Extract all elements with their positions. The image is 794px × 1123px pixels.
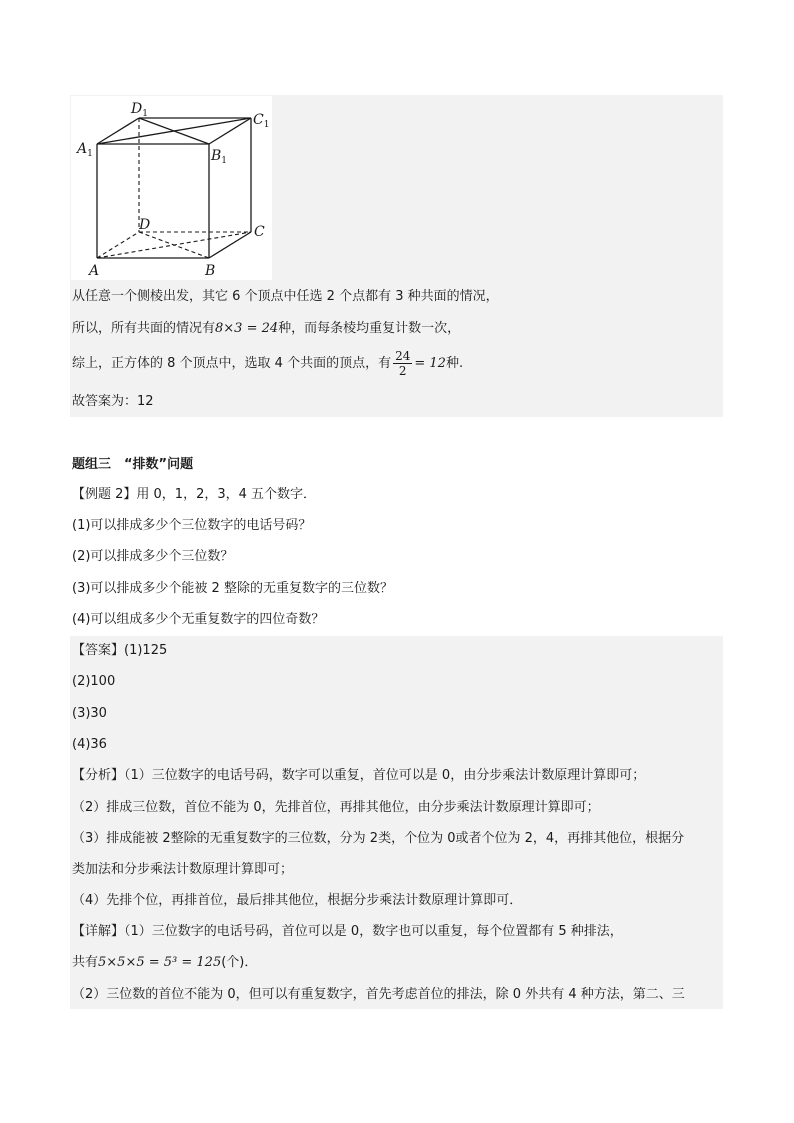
solution-line-3 (72, 346, 463, 382)
answer-line-1 (72, 641, 167, 661)
solution-line-3-pre: 综上，正方体的 8 个顶点中，选取 4 个共面的顶点，有 (72, 356, 392, 371)
label-b: B (205, 263, 216, 279)
solution-line-2-pre: 所以，所有共面的情况有 (72, 321, 216, 336)
label-c: C (254, 224, 265, 240)
label-c1: $C_1$ (253, 112, 270, 130)
question-2: (2)可以排成多少个三位数？ (72, 549, 234, 564)
example-text: 用 0，1，2，3，4 五个数字． (136, 487, 317, 502)
example-label: 【例题 2】 (72, 487, 137, 502)
cube-figure (71, 96, 272, 280)
section-heading: 题组三 “排数”问题 (72, 457, 194, 472)
label-a: A (89, 263, 100, 279)
detail-p1: （1）三位数字的电话号码，首位可以是 0，数字也可以重复，每个位置都有 5 种排法， (124, 924, 623, 939)
detail-p2-math: 5×5×5 = 5³ = 125 (98, 955, 222, 970)
detail-p2-pre: 共有 (72, 955, 99, 970)
question-4: (4)可以组成多少个无重复数字的四位奇数？ (72, 612, 325, 627)
label-d: D (139, 217, 151, 233)
solution-line-3-eq: = 12 (414, 356, 446, 371)
analysis-line-3b: 类加法和分步乘法计数原理计算即可； (72, 862, 294, 877)
analysis-p1: （1）三位数字的电话号码，数字可以重复，首位可以是 0，由分步乘法计数原理计算即可； (124, 768, 646, 783)
fraction-denominator: 2 (398, 364, 407, 378)
detail-p2-post: (个)． (221, 955, 258, 970)
fraction (393, 349, 412, 378)
analysis-label: 【分析】 (72, 768, 125, 783)
analysis-line-1 (72, 766, 645, 786)
analysis-line-4: （4）先排个位，再排首位，最后排其他位，根据分步乘法计数原理计算即可． (72, 893, 523, 908)
detail-line-2 (72, 953, 257, 973)
answer-label: 【答案】 (72, 643, 125, 658)
answer-3: (3)30 (72, 706, 107, 721)
solution-line-2-post: 种，而每条棱均重复计数一次， (278, 321, 461, 336)
detail-label: 【详解】 (72, 924, 125, 939)
final-answer: 故答案为：12 (72, 394, 154, 409)
label-b1: $B_1$ (211, 148, 228, 166)
solution-line-3-post: 种. (445, 356, 464, 371)
answer-1: (1)125 (124, 643, 168, 658)
solution-line-1: 从任意一个侧棱出发，其它 6 个顶点中任选 2 个点都有 3 种共面的情况， (72, 289, 499, 304)
solution-line-2-math: 8×3 = 24 (215, 321, 279, 336)
question-3: (3)可以排成多少个能被 2 整除的无重复数字的三位数？ (72, 581, 393, 596)
answer-4: (4)36 (72, 737, 107, 752)
label-d1: $D_1$ (131, 101, 148, 119)
fraction-numerator: 24 (395, 349, 411, 363)
solution-line-2 (72, 319, 460, 339)
analysis-line-2: （2）排成三位数，首位不能为 0，先排首位，再排其他位，由分步乘法计数原理计算即可； (72, 800, 600, 815)
answer-2: (2)100 (72, 674, 116, 689)
example-statement (72, 485, 316, 505)
analysis-line-3a: （3）排成能被 2整除的无重复数字的三位数，分为 2类，个位为 0或者个位为 2，4，再排其他位，根据分 (72, 831, 685, 846)
label-a1: $A_1$ (77, 141, 93, 159)
detail-line-1 (72, 922, 623, 942)
question-1: (1)可以排成多少个三位数字的电话号码？ (72, 518, 312, 533)
detail-line-3: （2）三位数的首位不能为 0，但可以有重复数字，首先考虑首位的排法，除 0 外共有 4 种方法，第二、三 (72, 987, 685, 1002)
